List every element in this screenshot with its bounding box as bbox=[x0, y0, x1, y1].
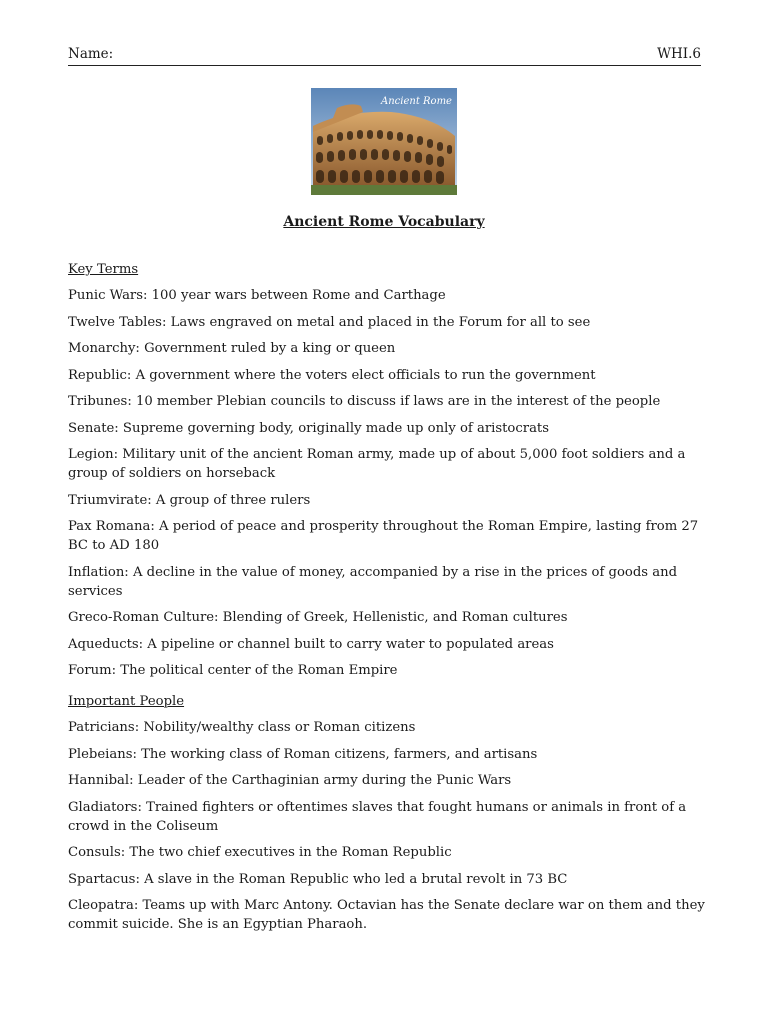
vocab-entry: Greco-Roman Culture: Blending of Greek, Hellenistic, and Roman cultures bbox=[68, 610, 568, 625]
svg-text:Ancient Rome: Ancient Rome bbox=[381, 96, 452, 107]
vocab-entry: Forum: The political center of the Roman Empire bbox=[68, 663, 398, 678]
course-code: WHI.6 bbox=[657, 46, 701, 62]
page-header bbox=[68, 46, 701, 66]
important-people-section bbox=[68, 692, 708, 942]
vocab-entry: Punic Wars: 100 year wars between Rome and Carthage bbox=[68, 288, 446, 303]
page-title: Ancient Rome Vocabulary bbox=[283, 214, 485, 230]
person-entry: Spartacus: A slave in the Roman Republic who led a brutal revolt in 73 BC bbox=[68, 871, 568, 887]
vocab-entry: Pax Romana: A period of peace and prosperity throughout the Roman Empire, lasting from 27 BC to AD 180 bbox=[68, 519, 699, 553]
vocab-entry: Republic: A government where the voters elect officials to run the government bbox=[68, 367, 596, 383]
person-entry: Patricians: Nobility/wealthy class or Roman citizens bbox=[68, 720, 416, 735]
vocab-entry: Inflation: A decline in the value of money, accompanied by a rise in the prices of goods and services bbox=[68, 564, 678, 599]
person-entry: Plebeians: The working class of Roman citizens, farmers, and artisans bbox=[68, 746, 538, 762]
name-label: Name: bbox=[68, 46, 114, 62]
vocab-entry: Legion: Military unit of the ancient Roman army, made up of about 5,000 foot soldiers and a group of soldiers on horseback bbox=[68, 447, 686, 481]
vocab-entry: Triumvirate: A group of three rulers bbox=[68, 492, 311, 508]
key-terms-section bbox=[68, 260, 708, 688]
vocab-entry: Twelve Tables: Laws engraved on metal and placed in the Forum for all to see bbox=[68, 314, 591, 330]
colosseum-image bbox=[311, 88, 457, 195]
vocab-entry: Aqueducts: A pipeline or channel built to carry water to populated areas bbox=[68, 636, 554, 652]
vocab-entry: Monarchy: Government ruled by a king or queen bbox=[68, 341, 396, 356]
vocab-entry: Tribunes: 10 member Plebian councils to discuss if laws are in the interest of the people bbox=[68, 394, 661, 409]
key-terms-heading: Key Terms bbox=[68, 262, 139, 277]
person-entry: Consuls: The two chief executives in the Roman Republic bbox=[68, 845, 452, 860]
person-entry: Cleopatra: Teams up with Marc Antony. Octavian has the Senate declare war on them and they commit suicide. She is an Egyptian Pharaoh. bbox=[68, 898, 705, 932]
person-entry: Hannibal: Leader of the Carthaginian army during the Punic Wars bbox=[68, 773, 512, 788]
person-entry: Gladiators: Trained fighters or oftentimes slaves that fought humans or animals in front of a crowd in the Coliseum bbox=[68, 799, 687, 834]
important-people-heading: Important People bbox=[68, 694, 185, 709]
vocab-entry: Senate: Supreme governing body, originally made up only of aristocrats bbox=[68, 420, 549, 436]
